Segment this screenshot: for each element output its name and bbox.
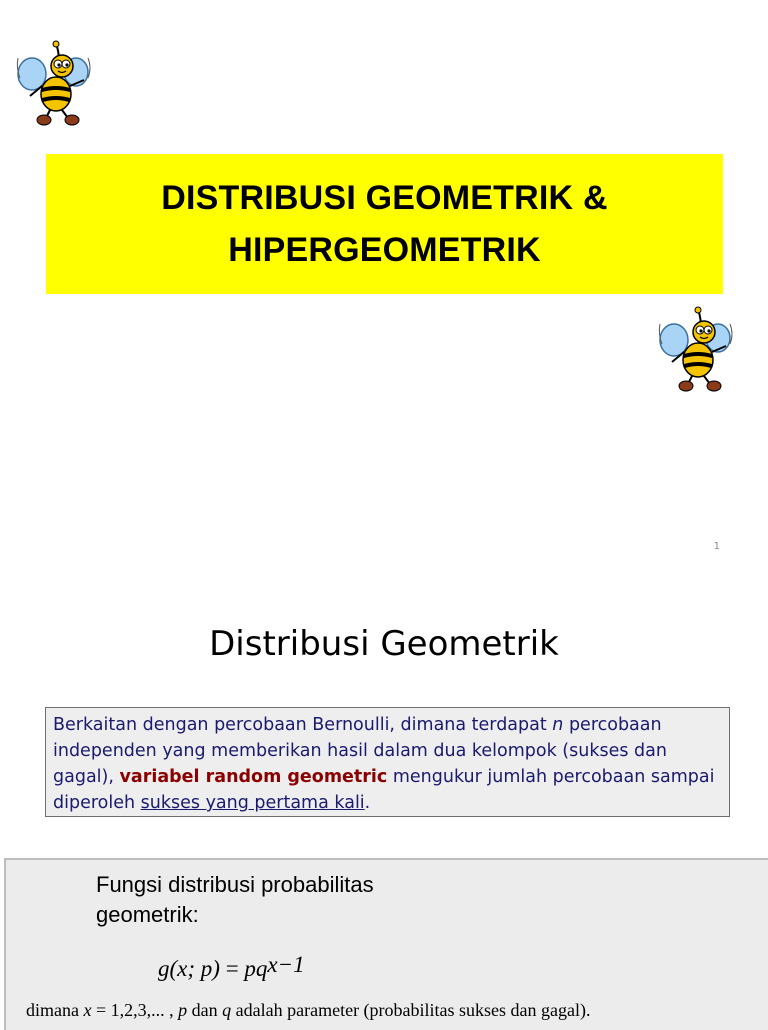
formula-heading-line-2: geometrik: xyxy=(96,902,199,927)
formula-heading xyxy=(96,870,374,930)
content-slide xyxy=(0,572,768,1024)
note-text: dan xyxy=(187,1000,223,1020)
formula-base: pq xyxy=(244,956,268,981)
definition-text: . xyxy=(364,793,371,813)
note-variable-q: q xyxy=(222,1000,232,1020)
slide-title-line-1: DISTRIBUSI GEOMETRIK & xyxy=(161,179,608,217)
definition-underlined: sukses yang pertama kali xyxy=(140,793,365,813)
definition-text: mengukur jumlah percobaan sampai diperoleh xyxy=(53,767,715,813)
formula-parameters-note xyxy=(26,1000,591,1021)
formula-equals: = xyxy=(219,956,245,981)
definition-box xyxy=(45,707,730,817)
definition-text: percobaan independen yang memberikan hasil dalam dua kelompok (sukses dan gagal), xyxy=(53,715,667,787)
note-variable-x: x xyxy=(83,1000,92,1020)
definition-highlight: variabel random geometric xyxy=(119,767,388,787)
bee-icon xyxy=(14,38,94,128)
note-text: = 1,2,3,... , xyxy=(91,1000,179,1020)
definition-variable-n: n xyxy=(552,715,564,735)
formula-exponent: x−1 xyxy=(267,952,305,977)
formula-heading-line-1: Fungsi distribusi probabilitas xyxy=(96,872,374,897)
title-banner xyxy=(46,154,723,294)
slide-number: 1 xyxy=(713,541,720,552)
note-variable-p: p xyxy=(178,1000,188,1020)
geometric-pmf-formula xyxy=(158,952,305,982)
bee-icon xyxy=(656,304,736,394)
definition-text: Berkaitan dengan percobaan Bernoulli, dimana terdapat xyxy=(53,715,553,735)
section-title: Distribusi Geometrik xyxy=(209,624,559,664)
slide-title-line-2: HIPERGEOMETRIK xyxy=(228,231,541,269)
formula-panel xyxy=(4,858,768,1030)
note-text: dimana xyxy=(26,1000,84,1020)
note-text: adalah parameter (probabilitas sukses dan gagal). xyxy=(231,1000,591,1020)
formula-lhs: g(x; p) xyxy=(158,956,220,981)
